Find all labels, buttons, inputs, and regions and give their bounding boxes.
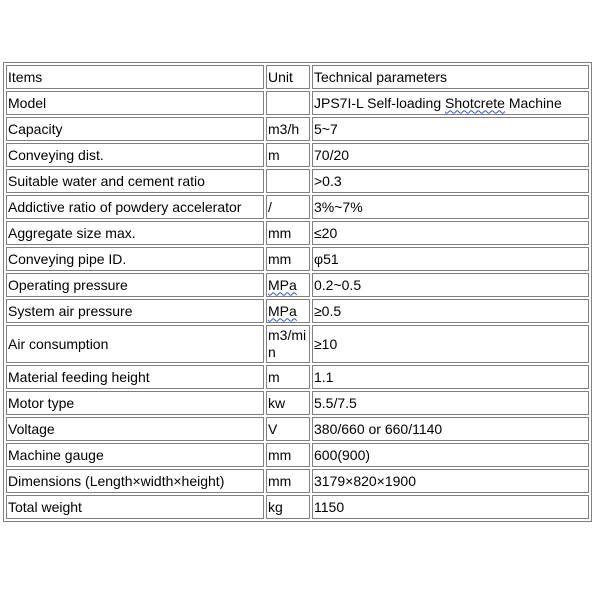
parameter-cell: 1.1 [312,365,589,389]
unit-cell: mm [266,469,310,493]
technical-parameters-table [3,62,592,522]
unit-text: MPa [268,276,297,293]
item-cell: Addictive ratio of powdery accelerator [6,195,264,219]
header-unit-cell: Unit [266,65,310,89]
parameter-cell: >0.3 [312,169,589,193]
parameter-cell [312,91,589,115]
unit-cell [266,273,310,297]
table-row-capacity [6,117,589,141]
item-cell: Total weight [6,495,264,519]
unit-cell: m [266,365,310,389]
table-row-feeding-height [6,365,589,389]
header-parameters-cell: Technical parameters [312,65,589,89]
parameter-cell: φ51 [312,247,589,271]
table-row-air-consumption [6,325,589,363]
item-cell: Material feeding height [6,365,264,389]
unit-cell: V [266,417,310,441]
unit-cell [266,299,310,323]
parameter-cell: ≥10 [312,325,589,363]
table-row-conveying-dist [6,143,589,167]
unit-cell [266,91,310,115]
item-cell: Air consumption [6,325,264,363]
unit-cell: m3/min [266,325,310,363]
header-row [6,65,589,89]
parameter-cell: 3179×820×1900 [312,469,589,493]
item-cell: Machine gauge [6,443,264,467]
unit-cell: kw [266,391,310,415]
item-cell: Aggregate size max. [6,221,264,245]
item-cell: Conveying dist. [6,143,264,167]
unit-cell: m [266,143,310,167]
parameter-cell: 1150 [312,495,589,519]
unit-cell: kg [266,495,310,519]
item-cell: Conveying pipe ID. [6,247,264,271]
table-row-operating-pressure [6,273,589,297]
parameter-cell: 600(900) [312,443,589,467]
parameter-cell: 5~7 [312,117,589,141]
parameter-cell: 3%~7% [312,195,589,219]
table-row-aggregate-size [6,221,589,245]
unit-cell: / [266,195,310,219]
unit-cell: mm [266,443,310,467]
unit-cell: mm [266,221,310,245]
table-row-system-air-pressure [6,299,589,323]
item-cell: Model [6,91,264,115]
table-row-machine-gauge [6,443,589,467]
table-row-water-cement-ratio [6,169,589,193]
parameter-cell: ≥0.5 [312,299,589,323]
parameter-cell: 0.2~0.5 [312,273,589,297]
table-row-pipe-id [6,247,589,271]
parameter-cell: 5.5/7.5 [312,391,589,415]
spellcheck-marked-word: Shotcrete [445,94,505,111]
item-cell: Voltage [6,417,264,441]
unit-cell: m3/h [266,117,310,141]
header-items-cell: Items [6,65,264,89]
unit-cell [266,169,310,193]
item-cell: Capacity [6,117,264,141]
unit-cell: mm [266,247,310,271]
table-row-voltage [6,417,589,441]
parameter-cell: 380/660 or 660/1140 [312,417,589,441]
model-text-end: Machine [504,94,562,111]
unit-text: MPa [268,302,297,319]
table-row-motor-type [6,391,589,415]
table-row-accelerator-ratio [6,195,589,219]
model-text-start: JPS7I-L Self-loading [314,94,445,111]
item-cell: System air pressure [6,299,264,323]
table-row-model [6,91,589,115]
table-row-dimensions [6,469,589,493]
item-cell: Suitable water and cement ratio [6,169,264,193]
item-cell: Operating pressure [6,273,264,297]
table-row-total-weight [6,495,589,519]
parameter-cell: 70/20 [312,143,589,167]
item-cell: Motor type [6,391,264,415]
item-cell: Dimensions (Length×width×height) [6,469,264,493]
parameter-cell: ≤20 [312,221,589,245]
